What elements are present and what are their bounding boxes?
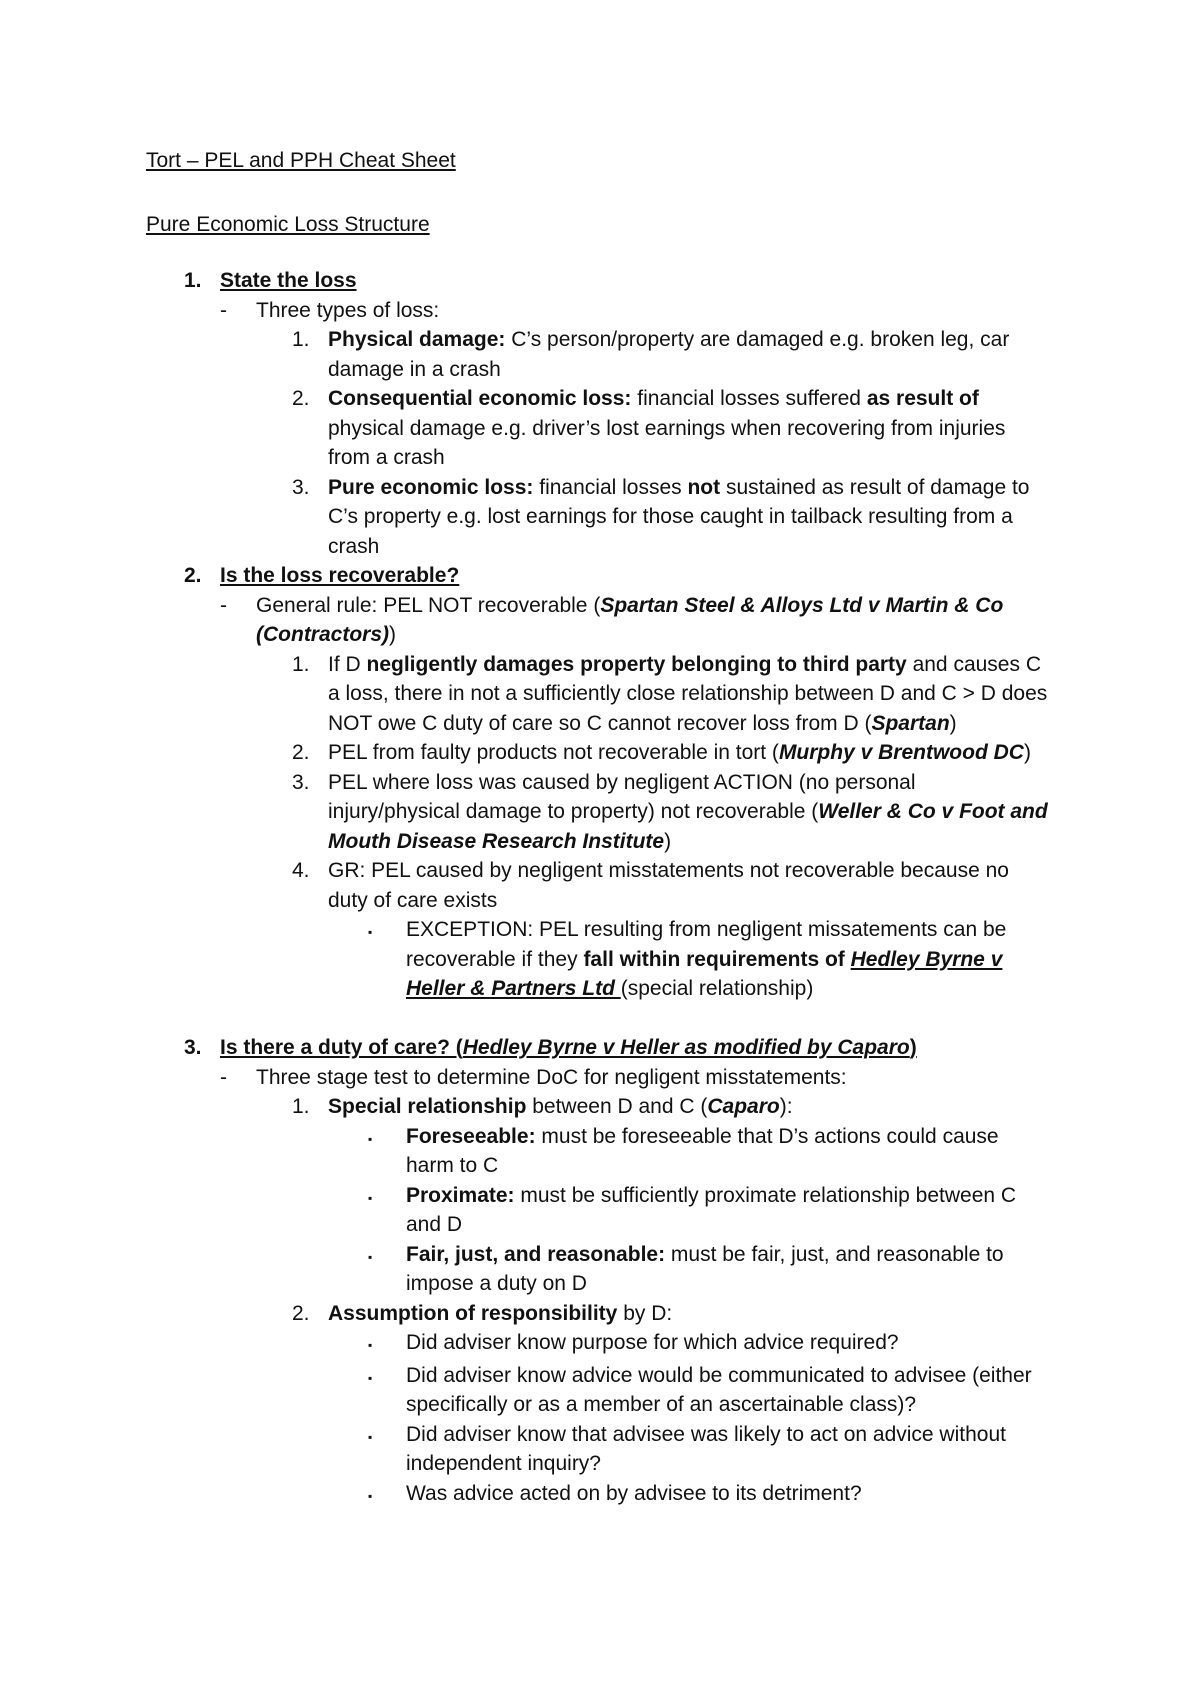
bullet-item: ▪ EXCEPTION: PEL resulting from negligent missatements can be recoverable if they fall within requirements of Hedley Byrne v Heller & Partners Ltd (special relationship) xyxy=(146,915,1140,1004)
bullet-marker: ▪ xyxy=(368,1370,373,1385)
bullet-item: ▪ Was advice acted on by advisee to its detriment? xyxy=(146,1479,1140,1512)
section-title: Pure Economic Loss Structure xyxy=(146,213,430,236)
bullet-item: ▪ Proximate: must be sufficiently proximate relationship between C and D xyxy=(146,1181,1140,1240)
case-citation: Caparo xyxy=(707,1095,780,1118)
case-citation: Spartan Steel & Alloys Ltd v Martin & Co (Contractors) xyxy=(256,593,1004,646)
case-citation: Spartan xyxy=(871,711,950,735)
sub-list-item: 3. Pure economic loss: financial losses not sustained as result of damage to C’s property e.g. lost earnings for those caught in tailback resulting from a crash xyxy=(292,475,1030,558)
sub-list-item: 1. Physical damage: C’s person/property are damaged e.g. broken leg, car damage in a crash xyxy=(292,328,1010,381)
bullet-item: ▪ Foreseeable: must be foreseeable that D’s actions could cause harm to C xyxy=(146,1122,1140,1181)
bullet-marker: ▪ xyxy=(368,1190,373,1205)
list-number: 3. xyxy=(184,1036,202,1059)
sub-list-item: 1. If D negligently damages property belonging to third party and causes C a loss, there in not a sufficiently close relationship between D and C > D does NOT owe C duty of care so C cannot recover loss from D (Spartan) xyxy=(292,652,1048,735)
list-number: 2. xyxy=(184,564,202,587)
dash-item: - General rule: PEL NOT recoverable (Spartan Steel & Alloys Ltd v Martin & Co (Contractors)) xyxy=(146,591,1140,650)
sub-list-item: 4. GR: PEL caused by negligent misstatements not recoverable because no duty of care exists xyxy=(292,859,1009,912)
bullet-item: ▪ Did adviser know that advisee was likely to act on advice without independent inquiry? xyxy=(146,1420,1140,1479)
list-heading: Is the loss recoverable? xyxy=(220,564,460,587)
bullet-marker: ▪ xyxy=(368,1131,373,1146)
bullet-marker: ▪ xyxy=(368,1249,373,1264)
dash-marker: - xyxy=(220,593,227,617)
list-item-3: 3. Is there a duty of care? (Hedley Byrne v Heller as modified by Caparo) xyxy=(146,1033,1140,1063)
dash-item: - Three types of loss: xyxy=(146,296,1140,326)
sub-list-item: 2. PEL from faulty products not recoverable in tort (Murphy v Brentwood DC) xyxy=(292,741,1031,764)
list-item-2 xyxy=(146,561,1140,591)
case-citation: Murphy v Brentwood DC xyxy=(778,741,1024,764)
page-title: Tort – PEL and PPH Cheat Sheet xyxy=(146,149,456,172)
list-heading: Is there a duty of care? ( xyxy=(220,1036,463,1059)
sub-list-item: 3. PEL where loss was caused by negligent ACTION (no personal injury/physical damage to property) not recoverable (Weller & Co v Foot and Mouth Disease Research Institute) xyxy=(292,770,1048,853)
dash-item: - Three stage test to determine DoC for negligent misstatements: xyxy=(146,1063,1140,1093)
sub-list-item: 2. Assumption of responsibility by D: xyxy=(292,1301,673,1325)
list-number: 1. xyxy=(184,269,202,292)
dash-marker: - xyxy=(220,1065,227,1089)
bullet-item: ▪ Fair, just, and reasonable: must be fair, just, and reasonable to impose a duty on D xyxy=(146,1240,1140,1299)
dash-marker: - xyxy=(220,298,227,322)
case-citation: Hedley Byrne v Heller & Partners Ltd xyxy=(406,947,1003,1000)
bullet-marker: ▪ xyxy=(368,925,373,939)
sub-list-item: 2. Consequential economic loss: financial losses suffered as result of physical damage e.g. driver’s lost earnings when recovering from injuries from a crash xyxy=(292,387,1006,469)
case-citation: Hedley Byrne v Heller as modified by Caparo xyxy=(462,1036,910,1059)
sub-list-item: 1. Special relationship between D and C (Caparo): xyxy=(292,1095,793,1118)
bullet-marker: ▪ xyxy=(368,1488,373,1503)
bullet-item: ▪ Did adviser know advice would be communicated to advisee (either specifically or as a member of an ascertainable class)? xyxy=(146,1361,1140,1420)
bullet-marker: ▪ xyxy=(368,1338,373,1352)
bullet-item: ▪ Did adviser know purpose for which advice required? xyxy=(146,1328,1140,1361)
list-heading: State the loss xyxy=(220,269,357,292)
case-citation: Weller & Co v Foot and Mouth Disease Research Institute xyxy=(328,800,1048,853)
list-item-1 xyxy=(146,266,1140,296)
bullet-marker: ▪ xyxy=(368,1429,373,1444)
